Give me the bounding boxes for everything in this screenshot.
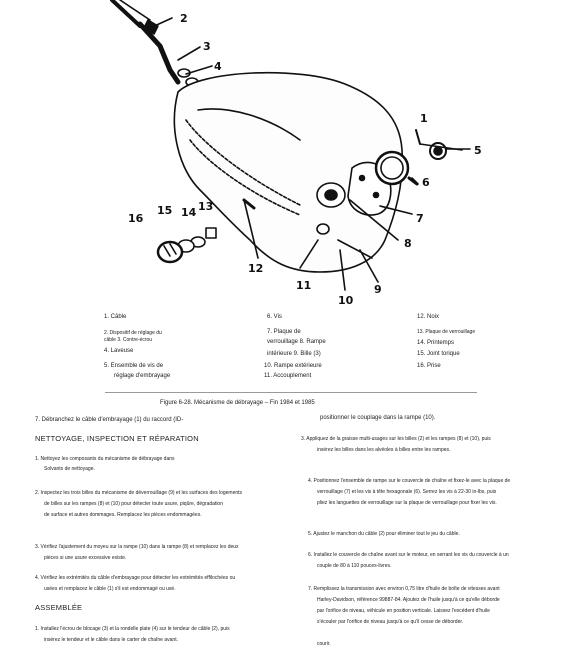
callout-9: 9 [374,283,382,296]
legend-col2-item: 11. Accouplement [264,373,312,379]
legend-col2-item: 6. Vis [267,314,282,320]
callout-15: 15 [157,204,173,217]
assembly-7-line: 7. Remplissez la transmission avec environ 0,75 litre d'huile de boîte de vitesses avant [308,586,500,592]
assembly-6-line: couple de 80 à 110 pouces-livres. [317,563,392,569]
callout-2: 2 [180,12,188,25]
cleaning-1-line: Solvants de nettoyage. [44,466,95,472]
figure-caption: Figure 6-28. Mécanisme de débrayage – Fin 1984 et 1985 [160,400,315,406]
callout-6: 6 [422,176,430,189]
cleaning-4-line: usées et remplacez le câble (1) s'il est endommagé ou usé. [44,586,176,592]
legend-col1-item: 5. Ensemble de vis de [104,363,164,369]
cleaning-3-line: 3. Vérifiez l'ajustement du moyeu sur la rampe (10) dans la rampe (8) et remplacez les deux [35,544,239,550]
cleaning-3-line: pièces si une usure excessive existe. [44,555,127,561]
callout-12: 12 [248,262,264,275]
cleaning-1-line: 1. Nettoyez les composants du mécanisme de débrayage dans [35,456,175,462]
callout-1: 1 [420,112,428,125]
legend-col2-item: 7. Plaque de [267,329,301,335]
legend-col3-item: 15. Joint torique [417,351,460,357]
legend-col2-item: verrouillage 8. Rampe [267,339,326,345]
assembly-4-line: 4. Positionnez l'ensemble de rampe sur le couvercle de chaîne et fixez-le avec la plaque de [308,478,511,484]
assembly-3-line: insérez les billes dans les alvéoles à billes entre les rampes. [317,447,451,453]
assembly-7-line: par l'orifice de niveau, véhicule en position verticale. Laissez l'excédent d'huile [317,608,490,614]
heading-assembly: ASSEMBLÉE [35,603,83,612]
callout-10: 10 [338,294,354,307]
callout-16: 16 [128,212,144,225]
heading-cleaning: NETTOYAGE, INSPECTION ET RÉPARATION [35,434,199,443]
callout-3: 3 [203,40,211,53]
cleaning-2-line: de surface et autres dommages. Remplacez les pièces endommagées. [44,512,202,518]
assembly-7-line: courir. [317,641,331,647]
cleaning-4-line: 4. Vérifiez les extrémités du câble d'embrayage pour détecter les extrémités effilochées ou [35,575,236,581]
divider [105,392,477,393]
assembly-6-line: 6. Installez le couvercle de chaîne avant sur le moteur, en serrant les vis du couvercle à un [308,552,509,558]
cleaning-2-line: de billes sur les rampes (8) et (10) pour détecter toute usure, piqûre, dégradation [44,501,223,507]
legend-col3-item: 13. Plaque de verrouillage [417,329,476,335]
assembly-1-line: 1. Installez l'écrou de blocage (3) et la rondelle plate (4) sur le tendeur de câble (2), puis [35,626,230,632]
callout-11: 11 [296,279,312,292]
legend-col2-item: intérieure 9. Bille (3) [267,351,321,357]
callout-5: 5 [474,144,482,157]
legend-col1-item: 4. Laveuse [104,348,134,354]
legend-col1-item: 2. Dispositif de réglage du [104,330,162,336]
assembly-7-line: s'écouler par l'orifice de niveau jusqu'à ce qu'il cesse de déborder. [317,619,464,625]
legend-col3-item: 12. Noix [417,314,440,320]
clutch-release-mechanism-diagram [0,0,582,310]
legend-col2-item: 10. Rampe extérieure [264,363,322,369]
callout-8: 8 [404,237,412,250]
step-7: 7. Débranchez le câble d'embrayage (1) du raccord (ID- [35,417,184,423]
assembly-1-line: insérez le tendeur et le câble dans le carter de chaîne avant. [44,637,178,643]
callout-4: 4 [214,60,222,73]
assembly-5-line: 5. Ajustez le manchon du câble (2) pour éliminer tout le jeu du câble. [308,531,460,537]
legend-col3-item: 16. Prise [417,363,441,369]
cleaning-2-line: 2. Inspectez les trois billes du mécanisme de déverrouillage (9) et les surfaces des logements [35,490,243,496]
assembly-7-line: Harley-Davidson, référence 99887-84. Ajoutez de l'huile jusqu'à ce qu'elle déborde [317,597,500,603]
assembly-4-line: pliez les languettes de verrouillage sur la plaque de verrouillage pour fixer les vis. [317,500,497,506]
cable-adjuster-shape [140,24,178,82]
continued-line: positionner le couplage dans la rampe (10). [320,415,436,421]
legend-col1-item: réglage d'embrayage [114,373,171,379]
assembly-3-line: 3. Appliquez de la graisse multi-usages sur les billes (2) et les rampes (8) et (10), puis [301,436,491,442]
callout-7: 7 [416,212,424,225]
assembly-4-line: verrouillage (7) et les vis à tête hexagonale (6). Serrez les vis à 22-30 in-lbs, puis [317,489,497,495]
callout-14: 14 [181,206,197,219]
legend-col3-item: 14. Printemps [417,340,455,346]
legend-col1-item: 1. Câble [104,314,127,320]
legend-col1-item: câble 3. Contre-écrou [104,337,153,343]
callout-13: 13 [198,200,214,213]
